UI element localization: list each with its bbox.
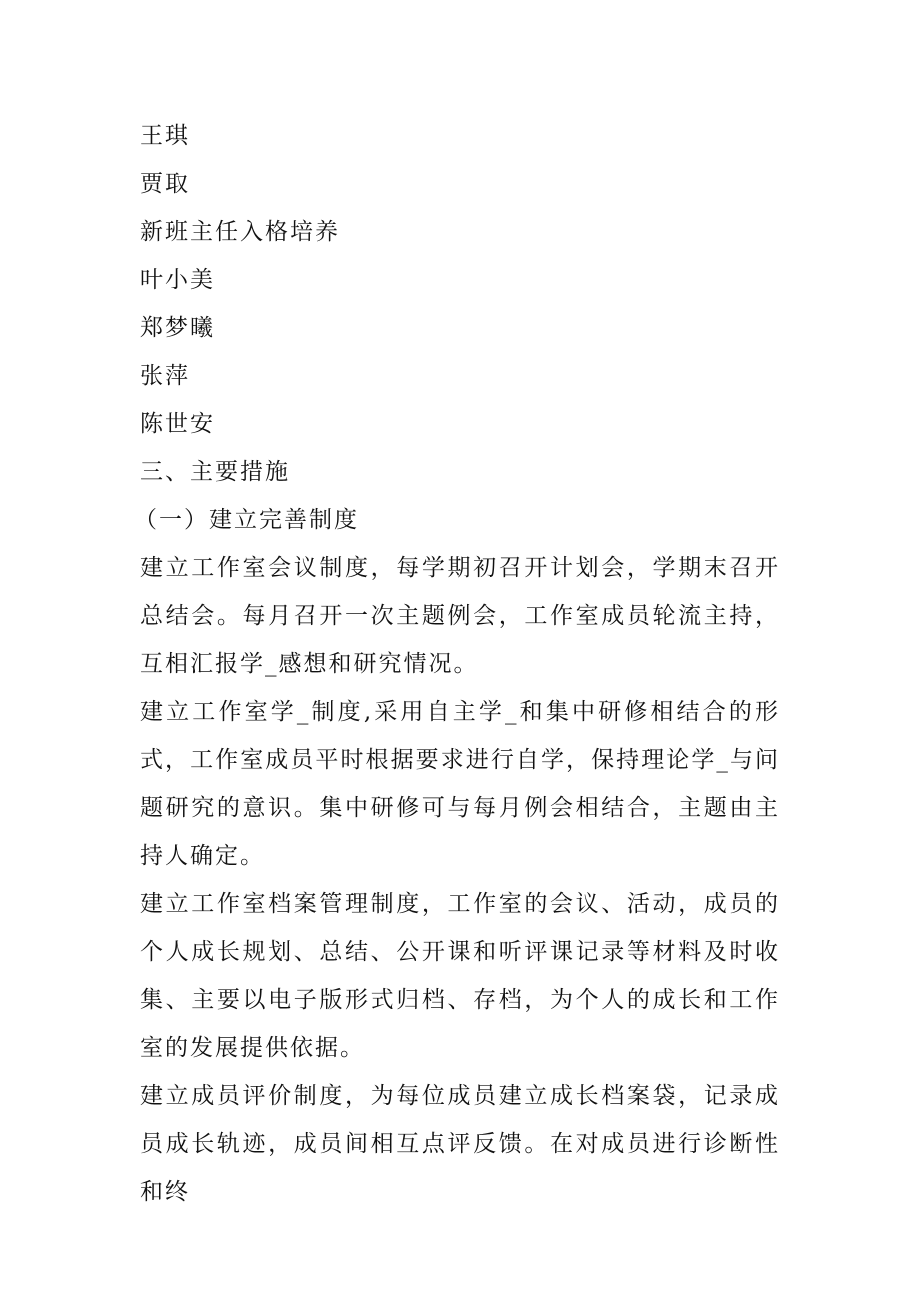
paragraph: 建立工作室档案管理制度，工作室的会议、活动，成员的个人成长规划、总结、公开课和听评课记录等材料及时收集、主要以电子版形式归档、存档，为个人的成长和工作室的发展提供依据。 [140, 891, 780, 1061]
name-line: 张萍 [140, 363, 190, 389]
paragraph: 建立工作室会议制度，每学期初召开计划会，学期末召开总结会。每月召开一次主题例会，工作室成员轮流主持，互相汇报学_感想和研究情况。 [140, 555, 780, 677]
document-body [134, 112, 800, 1216]
name-line: 郑梦曦 [140, 315, 215, 341]
name-line: 新班主任入格培养 [140, 219, 340, 245]
paragraph: 建立成员评价制度，为每位成员建立成长档案袋，记录成员成长轨迹，成员间相互点评反馈。在对成员进行诊断性和终 [140, 1083, 780, 1205]
subsection-title: （一）建立完善制度 [134, 507, 359, 533]
name-line: 贾取 [140, 171, 190, 197]
section-title: 三、主要措施 [140, 459, 290, 485]
paragraph: 建立工作室学_制度,采用自主学_和集中研修相结合的形式，工作室成员平时根据要求进行自学，保持理论学_与问题研究的意识。集中研修可与每月例会相结合，主题由主持人确定。 [140, 699, 780, 869]
name-line: 陈世安 [140, 411, 215, 437]
name-line: 王琪 [140, 123, 190, 149]
name-line: 叶小美 [140, 267, 215, 293]
